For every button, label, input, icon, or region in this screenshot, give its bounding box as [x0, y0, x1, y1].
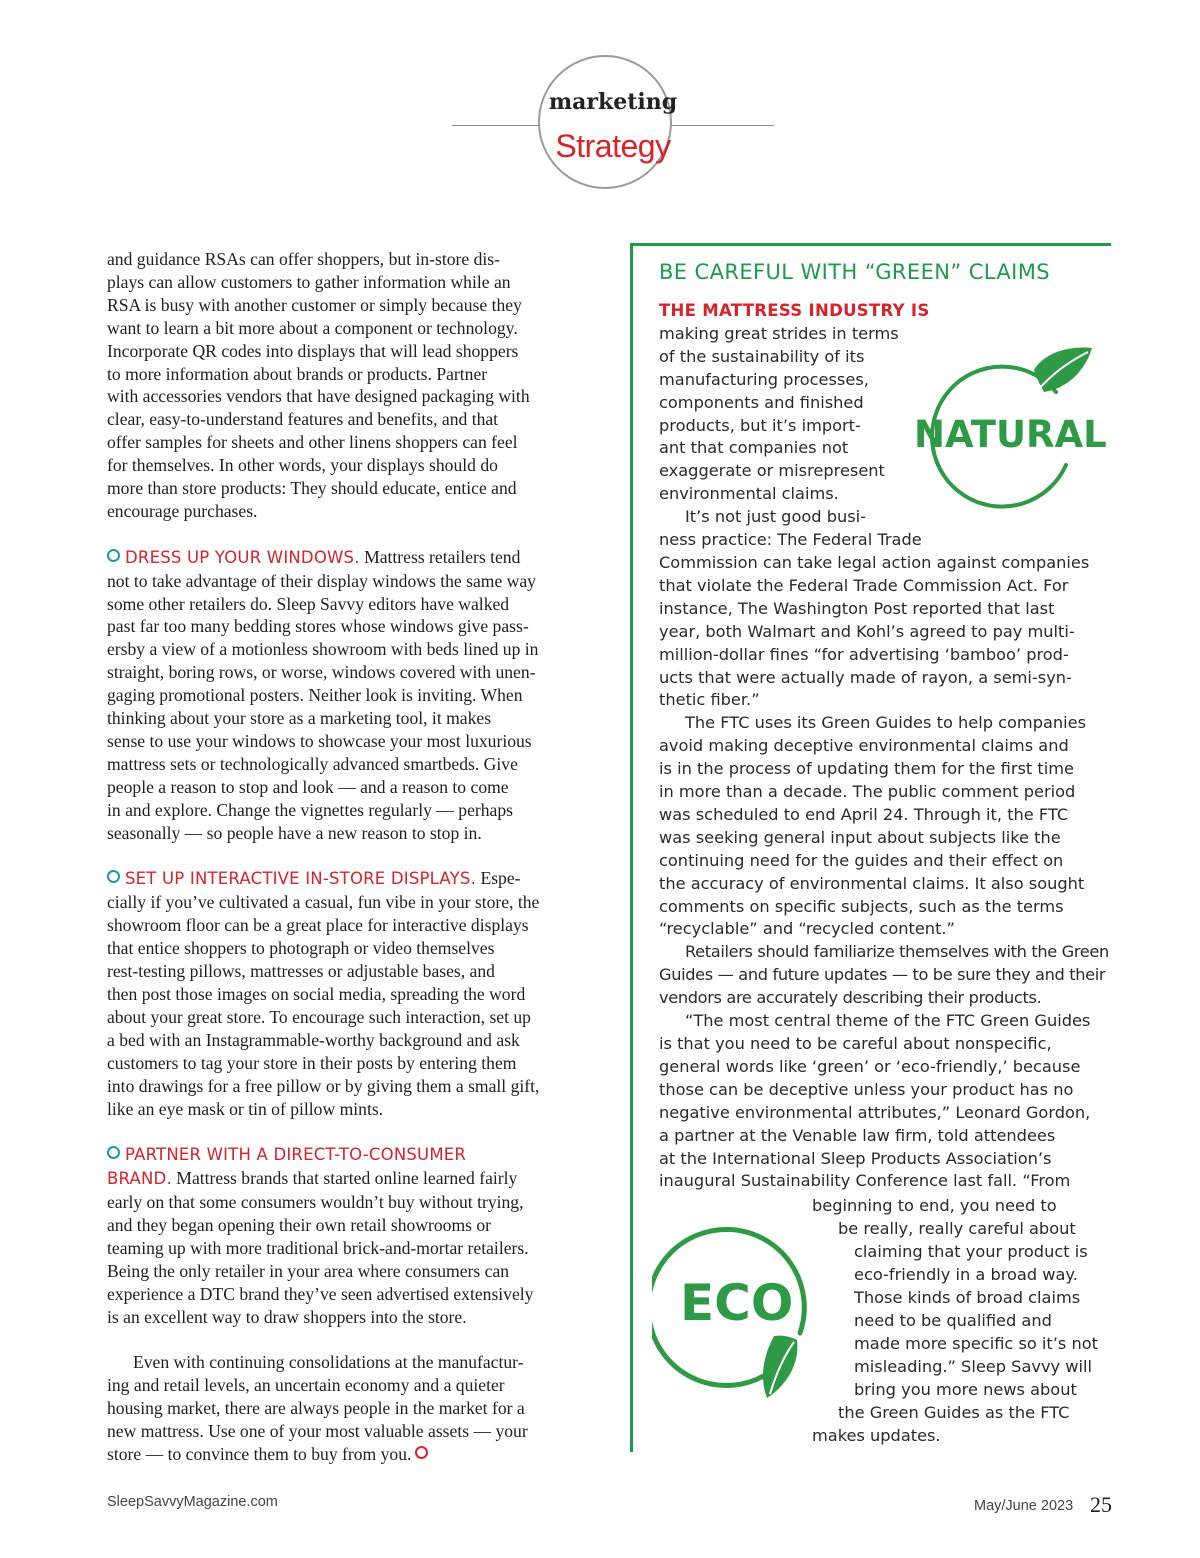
text-run: Espe-: [476, 868, 521, 889]
text-line: Incorporate QR codes into displays that will lead shoppers: [107, 340, 519, 361]
text-line: was seeking general input about subjects like the: [659, 827, 1061, 847]
text-line: beginning to end, you need to: [812, 1196, 1057, 1215]
text-line: avoid making deceptive environmental claims and: [659, 736, 1069, 756]
circle-bullet-icon: [107, 549, 120, 562]
text-line: that entice shoppers to photograph or video themselves: [107, 938, 495, 959]
sidebar-top-border: [630, 243, 1111, 246]
text-line: environmental claims.: [659, 484, 839, 504]
text-line: mattress sets or technologically advanced smartbeds. Give: [107, 753, 518, 774]
section-heading: DRESS UP YOUR WINDOWS.: [125, 547, 360, 567]
left-column: [107, 248, 589, 1466]
natural-logo-icon: [906, 340, 1116, 515]
text-line: comments on specific subjects, such as the terms: [659, 896, 1064, 916]
end-mark-icon: [415, 1446, 428, 1459]
text-line: early on that some consumers wouldn’t buy without trying,: [107, 1192, 524, 1213]
text-line: ant that companies not: [659, 438, 849, 458]
text-line: components and finished: [659, 392, 864, 412]
text-line: exaggerate or misrepresent: [659, 461, 885, 481]
text-line: the accuracy of environmental claims. It also sought: [659, 873, 1085, 893]
text-line: [107, 1443, 589, 1466]
text-line: vendors are accurately describing their products.: [659, 988, 1042, 1008]
text-line: seasonally — so people have a new reason to stop in.: [107, 822, 482, 843]
text-line: sense to use your windows to showcase your most luxurious: [107, 731, 532, 752]
text-run: Mattress brands that started online learned fairly: [171, 1168, 518, 1189]
text-line: claiming that your product is: [854, 1242, 1088, 1261]
section-label-strategy: Strategy: [555, 128, 671, 164]
closing-paragraph: [107, 1351, 589, 1466]
text-line: customers to tag your store in their posts by entering them: [107, 1052, 517, 1073]
natural-logo-text: NATURAL: [914, 413, 1107, 456]
text-line: gaging promotional posters. Neither look is inviting. When: [107, 685, 523, 706]
text-line: into drawings for a free pillow or by giving them a small gift,: [107, 1075, 540, 1096]
circle-bullet-icon: [107, 870, 120, 883]
text-line: Retailers should familiarize themselves with the Green: [685, 942, 1109, 962]
text-line: inaugural Sustainability Conference last fall. “From: [659, 1171, 1071, 1191]
text-line: continuing need for the guides and their effect on: [659, 850, 1064, 870]
footer-website: SleepSavvyMagazine.com: [107, 1494, 278, 1510]
section-partner-dtc: [107, 1143, 589, 1328]
text-line: thinking about your store as a marketing tool, it makes: [107, 708, 492, 729]
footer-issue-date: May/June 2023: [974, 1498, 1074, 1514]
text-line: need to be qualified and: [854, 1311, 1052, 1330]
text-line: for themselves. In other words, your displays should do: [107, 455, 498, 476]
text-line: new mattress. Use one of your most valuable assets — your: [107, 1421, 528, 1442]
text-line: is that you need to be careful about nonspecific,: [659, 1034, 1052, 1053]
text-line: bring you more news about: [854, 1380, 1077, 1399]
section-heading: SET UP INTERACTIVE IN-STORE DISPLAYS.: [125, 869, 477, 889]
section-heading-line: [107, 1143, 589, 1167]
text-line: a bed with an Instagrammable-worthy background and ask: [107, 1029, 520, 1050]
text-run: Mattress retailers tend: [359, 546, 521, 567]
text-run: store — to convince them to buy from you.: [107, 1444, 412, 1465]
text-line: is in the process of updating them for the first time: [659, 759, 1074, 779]
text-line: Being the only retailer in your area where consumers can: [107, 1260, 510, 1281]
text-line: making great strides in terms: [659, 323, 899, 343]
text-line: to more information about brands or products. Partner: [107, 363, 488, 384]
text-line: like an eye mask or tin of pillow mints.: [107, 1098, 384, 1119]
text-line: The FTC uses its Green Guides to help companies: [685, 713, 1087, 733]
text-line: Even with continuing consolidations at the manufactur-: [133, 1352, 524, 1373]
section-first-line: [107, 1167, 589, 1191]
intro-paragraph: [107, 248, 589, 523]
text-line: housing market, there are always people in the market for a: [107, 1398, 525, 1419]
text-line: not to take advantage of their display windows the same way: [107, 570, 536, 591]
section-heading: PARTNER WITH A DIRECT-TO-CONSUMER: [125, 1145, 467, 1165]
text-line: rest-testing pillows, mattresses or adjustable bases, and: [107, 961, 495, 982]
section-interactive-displays: [107, 867, 589, 1120]
text-line: the Green Guides as the FTC: [838, 1403, 1070, 1422]
text-line: past far too many bedding stores whose windows give pass-: [107, 616, 529, 637]
text-line: plays can allow customers to gather information while an: [107, 271, 511, 292]
sidebar-title: BE CAREFUL WITH “GREEN” CLAIMS: [659, 260, 1050, 284]
text-line: ersby a view of a motionless showroom with beds lined up in: [107, 639, 539, 660]
text-line: people a reason to stop and look — and a reason to come: [107, 776, 509, 797]
text-line: with accessories vendors that have designed packaging with: [107, 386, 530, 407]
sidebar-left-border: [630, 243, 633, 1452]
text-line: was scheduled to end April 24. Through it, the FTC: [659, 804, 1069, 824]
text-line: clear, easy-to-understand features and benefits, and that: [107, 409, 499, 430]
header-circle: [538, 55, 672, 189]
text-line: want to learn a bit more about a component or technology.: [107, 317, 518, 338]
text-line: in more than a decade. The public comment period: [659, 782, 1076, 802]
section-label-marketing: marketing: [548, 89, 678, 115]
text-line: and guidance RSAs can offer shoppers, but in-store dis-: [107, 249, 501, 269]
circle-bullet-icon: [107, 1146, 120, 1159]
text-line: Those kinds of broad claims: [854, 1288, 1081, 1307]
section-dress-up-windows: [107, 546, 589, 845]
text-line: general words like ‘green’ or ‘eco-friendly,’ because: [659, 1056, 1081, 1076]
text-line: then post those images on social media, spreading the word: [107, 983, 526, 1004]
text-line: instance, The Washington Post reported that last: [659, 598, 1055, 618]
text-line: and they began opening their own retail showrooms or: [107, 1215, 492, 1236]
text-line: a partner at the Venable law firm, told attendees: [659, 1125, 1056, 1145]
text-line: experience a DTC brand they’ve seen advertised extensively: [107, 1283, 534, 1304]
text-line: some other retailers do. Sleep Savvy editors have walked: [107, 593, 510, 614]
text-line: of the sustainability of its: [659, 346, 865, 366]
text-line: showroom floor can be a great place for interactive displays: [107, 915, 529, 936]
text-line: straight, boring rows, or worse, windows covered with unen-: [107, 662, 536, 683]
text-line: RSA is busy with another customer or simply because they: [107, 294, 522, 315]
section-first-line: [107, 867, 589, 891]
text-line: Guides — and future updates — to be sure they and their: [659, 965, 1106, 985]
text-line: those can be deceptive unless your product has no: [659, 1079, 1074, 1099]
text-line: makes updates.: [812, 1426, 941, 1445]
text-line: million-dollar fines “for advertising ‘bamboo’ prod-: [659, 644, 1069, 664]
text-line: misleading.” Sleep Savvy will: [854, 1357, 1092, 1376]
text-line: ucts that were actually made of rayon, a semi-syn-: [659, 667, 1072, 687]
text-line: more than store products: They should educate, entice and: [107, 478, 517, 499]
section-heading: BRAND.: [107, 1169, 172, 1189]
text-line: manufacturing processes,: [659, 369, 869, 389]
section-first-line: [107, 546, 589, 570]
text-line: in and explore. Change the vignettes regularly — perhaps: [107, 799, 513, 820]
text-line: “The most central theme of the FTC Green Guides: [685, 1011, 1091, 1031]
sidebar-lead-in: THE MATTRESS INDUSTRY IS: [659, 301, 930, 320]
text-line: is an excellent way to draw shoppers into the store.: [107, 1306, 467, 1327]
text-line: cially if you’ve cultivated a casual, fun vibe in your store, the: [107, 892, 540, 913]
text-line: “recyclable” and “recycled content.”: [659, 919, 955, 939]
eco-logo-icon: [652, 1208, 822, 1403]
text-line: at the International Sleep Products Association’s: [659, 1148, 1052, 1168]
text-line: products, but it’s import-: [659, 415, 861, 435]
text-line: about your great store. To encourage such interaction, set up: [107, 1006, 531, 1027]
text-line: eco-friendly in a broad way.: [854, 1265, 1078, 1284]
eco-logo-text: ECO: [680, 1274, 794, 1332]
text-line: negative environmental attributes,” Leonard Gordon,: [659, 1102, 1091, 1122]
text-line: ing and retail levels, an uncertain economy and a quieter: [107, 1375, 505, 1396]
text-line: teaming up with more traditional brick-and-mortar retailers.: [107, 1237, 529, 1258]
text-line: It’s not just good busi-: [685, 507, 866, 527]
text-line: made more specific so it’s not: [854, 1334, 1099, 1353]
text-line: offer samples for sheets and other linens shoppers can feel: [107, 432, 518, 453]
text-line: thetic fiber.”: [659, 690, 760, 710]
text-line: that violate the Federal Trade Commission Act. For: [659, 575, 1069, 595]
text-line: Commission can take legal action against companies: [659, 552, 1090, 572]
text-line: be really, really careful about: [838, 1219, 1076, 1238]
text-line: encourage purchases.: [107, 500, 258, 521]
page-number: 25: [1090, 1492, 1112, 1517]
text-line: year, both Walmart and Kohl’s agreed to pay multi-: [659, 621, 1075, 641]
text-line: ness practice: The Federal Trade: [659, 530, 922, 550]
